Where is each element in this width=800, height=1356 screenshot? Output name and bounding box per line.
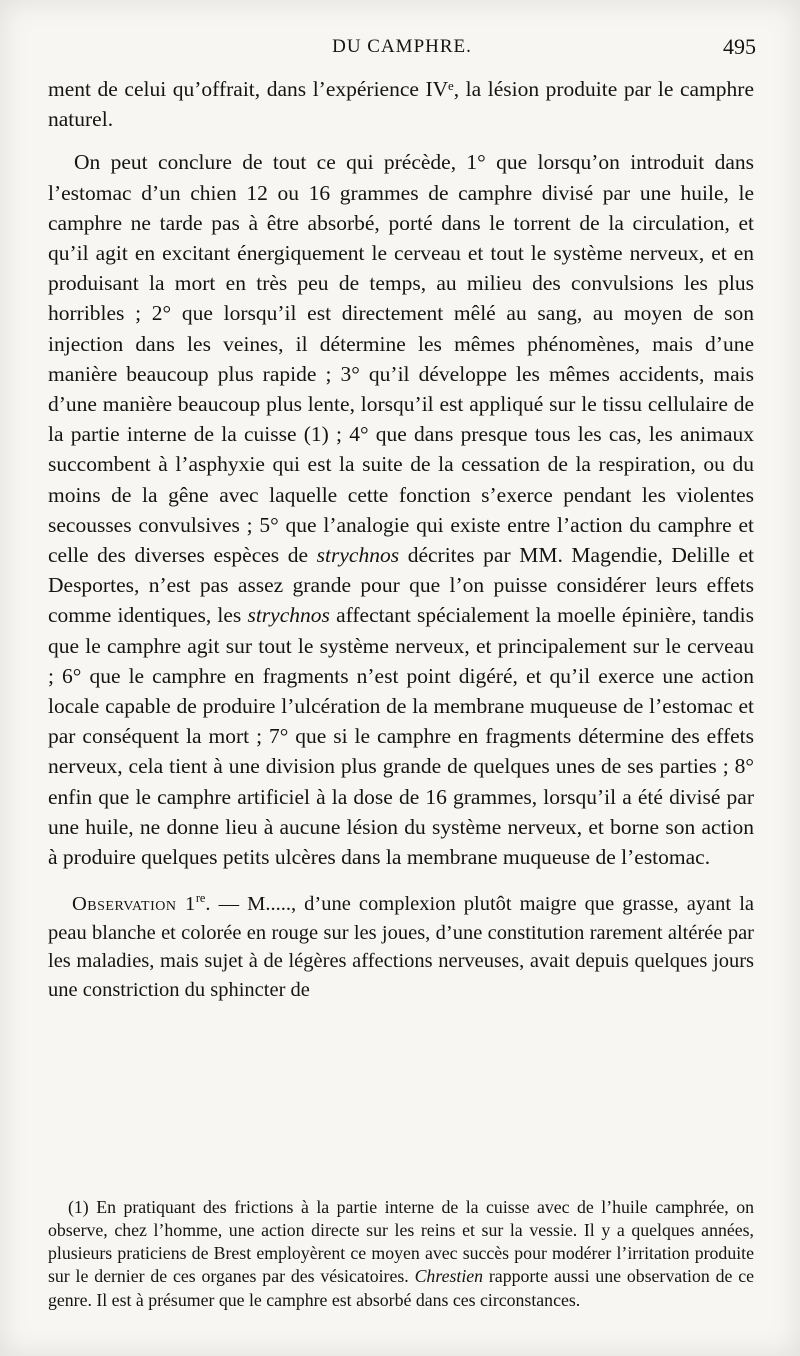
footnote-text-b: rapporte aussi une observation de ce genre. Il est à présumer que le camphre est absorbé dans ces circonstances.	[48, 1266, 754, 1310]
footnote-text-a: (1) En pratiquant des frictions à la partie interne de la cuisse avec de l’huile camphrée, on observe, chez l’homme, une action directe sur les reins et sur la vessie. Il y a quelques années, plusieurs praticiens de Brest employèrent ce moyen avec succès pour modérer l’irritation produite sur le dernier de ces organes par des vésicatoires.	[48, 1196, 754, 1287]
page-header	[48, 36, 756, 66]
conclusions-text-b: décrites par MM. Magendie, Delille et Desportes, n’est pas assez grande pour que l’on puisse considérer leurs effets comme identiques, les	[48, 543, 755, 628]
observation-text: . — M....., d’une complexion plutôt maigre que grasse, ayant la peau blanche et colorée en rouge sur les joues, d’une constitution rarement altérée par les maladies, mais sujet à de légères affections nerveuses, avait depuis quelques jours une constriction du sphincter de	[48, 893, 754, 1001]
footnote	[48, 1196, 754, 1312]
paragraph-observation	[48, 890, 754, 1004]
italic-strychnos: strychnos	[247, 603, 330, 628]
page-number: 495	[723, 34, 756, 59]
main-text	[48, 74, 754, 1004]
observation-heading-sup: re	[195, 891, 206, 906]
observation-heading: Observation 1	[72, 893, 196, 916]
footnote-author: Chrestien	[414, 1266, 484, 1287]
conclusions-text-a: On peut conclure de tout ce qui précède, 1° que lorsqu’on introduit dans l’estomac d’un chien 12 ou 16 grammes de camphre divisé par une huile, le camphre ne tarde pas à être absorbé, porté dans le torrent de la circulation, et qu’il agit en excitant énergiquement le cerveau et tout le système nerveux, et en produisant la mort en très peu de temps, au milieu des convulsions les plus horribles ; 2° que lorsqu’il est directement mêlé au sang, au moyen de son injection dans les veines, il détermine les mêmes phénomènes, mais d’une manière beaucoup plus rapide ; 3° qu’il développe les mêmes accidents, mais d’une manière beaucoup plus lente, lorsqu’il est appliqué sur le tissu cellulaire de la partie interne de la cuisse (1) ; 4° que dans presque tous les cas, les animaux succombent à l’asphyxie qui est la suite de la cessation de la respiration, ou du moins de la gêne avec laquelle cette fonction s’exerce pendant les violentes secousses convulsives ; 5° que l’analogie qui existe entre l’action du camphre et celle des diverses espèces de	[48, 150, 754, 568]
italic-strychnos: strychnos	[316, 543, 400, 568]
paragraph-continued: ment de celui qu’offrait, dans l’expérience IVᵉ, la lésion produite par le camphre naturel.	[48, 77, 754, 132]
paragraph-conclusions	[48, 147, 754, 872]
running-title: DU CAMPHRE.	[332, 36, 472, 57]
conclusions-text-c: affectant spécialement la moelle épinière, tandis que le camphre agit sur tout le système nerveux, et principalement sur le cerveau ; 6° que le camphre en fragments n’est point digéré, et qu’il exerce une action locale capable de produire l’ulcération de la membrane muqueuse de l’estomac et par conséquent la mort ; 7° que si le camphre en fragments détermine des effets nerveux, cela tient à une division plus grande de quelques unes de ses parties ; 8° enfin que le camphre artificiel à la dose de 16 grammes, lorsqu’il a été divisé par une huile, ne donne lieu à aucune lésion du système nerveux, et borne son action à produire quelques petits ulcères dans la membrane muqueuse de l’estomac.	[48, 603, 754, 870]
